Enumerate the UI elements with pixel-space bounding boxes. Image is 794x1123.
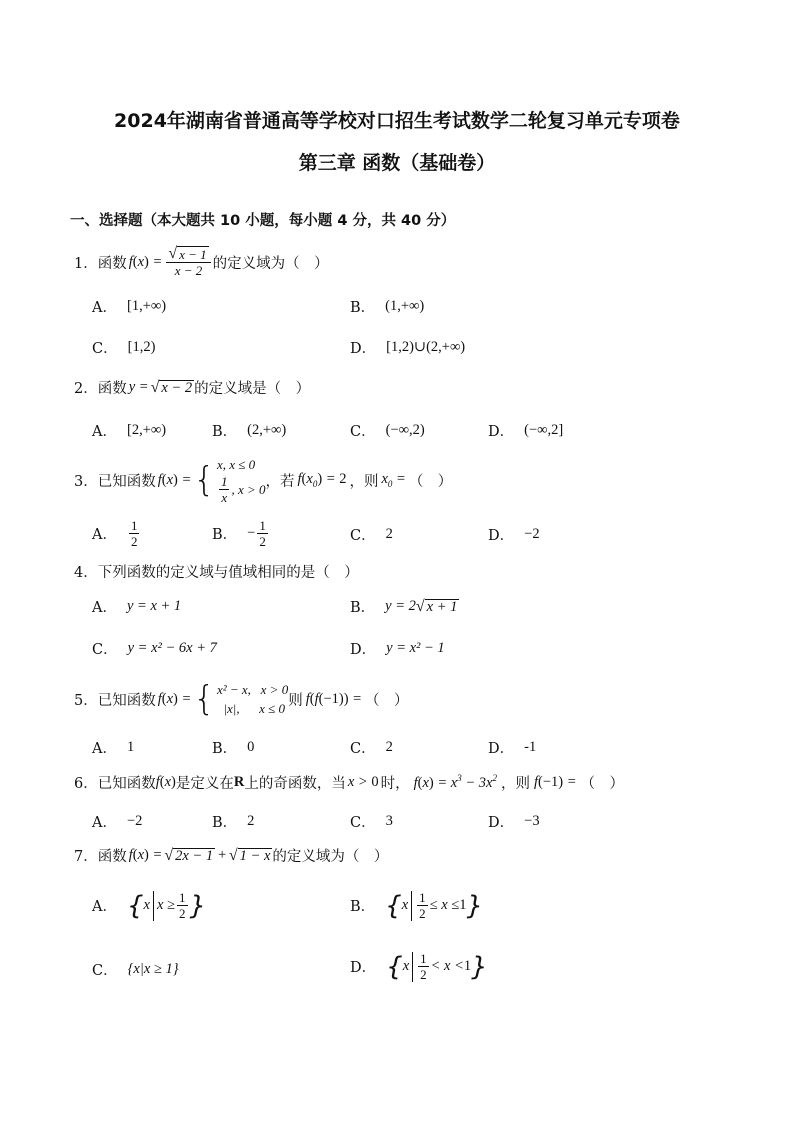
question-number: 5． xyxy=(74,692,98,709)
question-number: 6． xyxy=(74,776,98,792)
question-stem-post: 的定义域是（ ） xyxy=(194,381,311,397)
question-stem: 下列函数的定义域与值域相同的是（ ） xyxy=(97,565,359,581)
piecewise-cases: x² − x, x > 0 |x|, x ≤ 0 xyxy=(216,682,289,716)
q6-option-d[interactable]: D． −3 xyxy=(488,813,540,831)
section-header: 一、选择题（本大题共 10 小题，每小题 4 分，共 40 分） xyxy=(70,213,456,229)
question-stem-mid: 则 xyxy=(288,692,303,709)
q7-option-a[interactable]: A． { x x ≥ $\frac{1}{2}$ } xyxy=(92,890,207,921)
q1-option-c[interactable]: C． [1,2) xyxy=(92,339,156,357)
q4-option-c[interactable]: C． y = x² − 6x + 7 xyxy=(92,640,217,658)
q6-option-a[interactable]: A． −2 xyxy=(92,813,143,831)
question-stem-pre: 函数 xyxy=(97,849,127,865)
q6-option-c[interactable]: C． 3 xyxy=(350,813,393,831)
q2-option-a[interactable]: A． [2,+∞) xyxy=(92,422,167,440)
q2-option-d[interactable]: D． (−∞,2] xyxy=(488,422,564,440)
question-stem-post: 的定义域为（ ） xyxy=(212,255,329,272)
q1-option-a[interactable]: A． [1,+∞) xyxy=(92,298,167,316)
piecewise-cases: x, x ≤ 0 $\frac{1}{x}$ , x > 0 xyxy=(216,457,266,505)
piecewise-brace: { xyxy=(193,679,215,719)
question-stem-post: 的定义域为（ ） xyxy=(272,849,389,865)
q6-option-b[interactable]: B． 2 xyxy=(212,813,255,831)
question-6: 6． 已知函数 f(x) 是定义在 R 上的奇函数，当 x > 0 时， $f(x) = x^3 - 3x^2$ ，则 f(−1) = （ ） xyxy=(74,773,625,792)
q4-option-d[interactable]: D． y = x² − 1 xyxy=(350,640,445,658)
question-2 xyxy=(74,377,310,398)
formula-condition: $f(x_0) = 2$ xyxy=(297,471,347,489)
question-number: 4． xyxy=(74,565,98,581)
formula-composite: f(f(−1)) = xyxy=(305,690,362,707)
q3-option-a[interactable]: A． $\frac{1}{2}$ xyxy=(92,518,138,549)
piecewise-brace: { xyxy=(193,460,215,500)
formula-fraction: √ x − 1 x − 2 xyxy=(166,246,210,278)
formula-fx: f(x) = xyxy=(157,690,192,707)
q7-option-c[interactable]: C． {x|x ≥ 1} xyxy=(92,961,179,979)
question-stem-pre: 函数 xyxy=(97,381,127,397)
q4-option-b[interactable]: B． y = 2 √ x + 1 xyxy=(350,597,458,616)
formula-fx: f(x) = xyxy=(128,253,163,270)
question-stem-pre: 已知函数 xyxy=(97,692,156,709)
formula-sqrt: √ x − 2 xyxy=(150,378,193,396)
question-4 xyxy=(74,561,359,582)
q2-option-b[interactable]: B． (2,+∞) xyxy=(212,422,287,440)
question-3 xyxy=(74,455,452,505)
question-5 xyxy=(74,680,408,718)
formula-fx: f(x) = xyxy=(157,471,192,488)
question-number: 2． xyxy=(74,381,98,397)
q3-option-c[interactable]: C． 2 xyxy=(350,526,393,544)
formula-y: y = xyxy=(128,379,149,395)
formula-x0: $x_0$ = xyxy=(381,471,406,489)
question-stem-mid2: ，则 xyxy=(349,473,379,490)
q5-option-d[interactable]: D． -1 xyxy=(488,739,537,757)
q5-option-c[interactable]: C． 2 xyxy=(350,739,393,757)
question-7: 7． 函数 f(x) = √ 2x − 1 + √ 1 − x 的定义域为（ ） xyxy=(74,846,389,865)
question-stem-pre: 已知函数 xyxy=(97,473,156,490)
q5-option-a[interactable]: A． 1 xyxy=(92,739,135,757)
question-stem-pre: 函数 xyxy=(97,255,127,272)
q5-option-b[interactable]: B． 0 xyxy=(212,739,255,757)
q3-option-b[interactable]: B． − $\frac{1}{2}$ xyxy=(212,518,266,549)
question-number: 1． xyxy=(74,255,98,272)
q1-option-b[interactable]: B． (1,+∞) xyxy=(350,298,425,316)
question-stem-post: （ ） xyxy=(364,692,409,709)
question-stem-mid: ，若 xyxy=(265,473,295,490)
q1-option-d[interactable]: D． [1,2)∪(2,+∞) xyxy=(350,339,466,357)
question-number: 3． xyxy=(74,473,98,490)
question-number: 7． xyxy=(74,849,98,865)
q7-option-b[interactable]: B． { x $\frac{1}{2}$ ≤ x ≤ 1 } xyxy=(350,890,484,921)
question-stem-post: （ ） xyxy=(408,473,453,490)
q7-option-d[interactable]: D． { x $\frac{1}{2}$ < x < 1 } xyxy=(350,951,488,982)
q4-option-a[interactable]: A． y = x + 1 xyxy=(92,598,182,616)
q3-option-d[interactable]: D． −2 xyxy=(488,526,540,544)
question-1 xyxy=(74,246,329,278)
q2-option-c[interactable]: C． (−∞,2) xyxy=(350,422,425,440)
chapter-title: 第三章 函数（基础卷） xyxy=(298,152,496,174)
exam-title: 2024年湖南省普通高等学校对口招生考试数学二轮复习单元专项卷 xyxy=(114,110,680,132)
